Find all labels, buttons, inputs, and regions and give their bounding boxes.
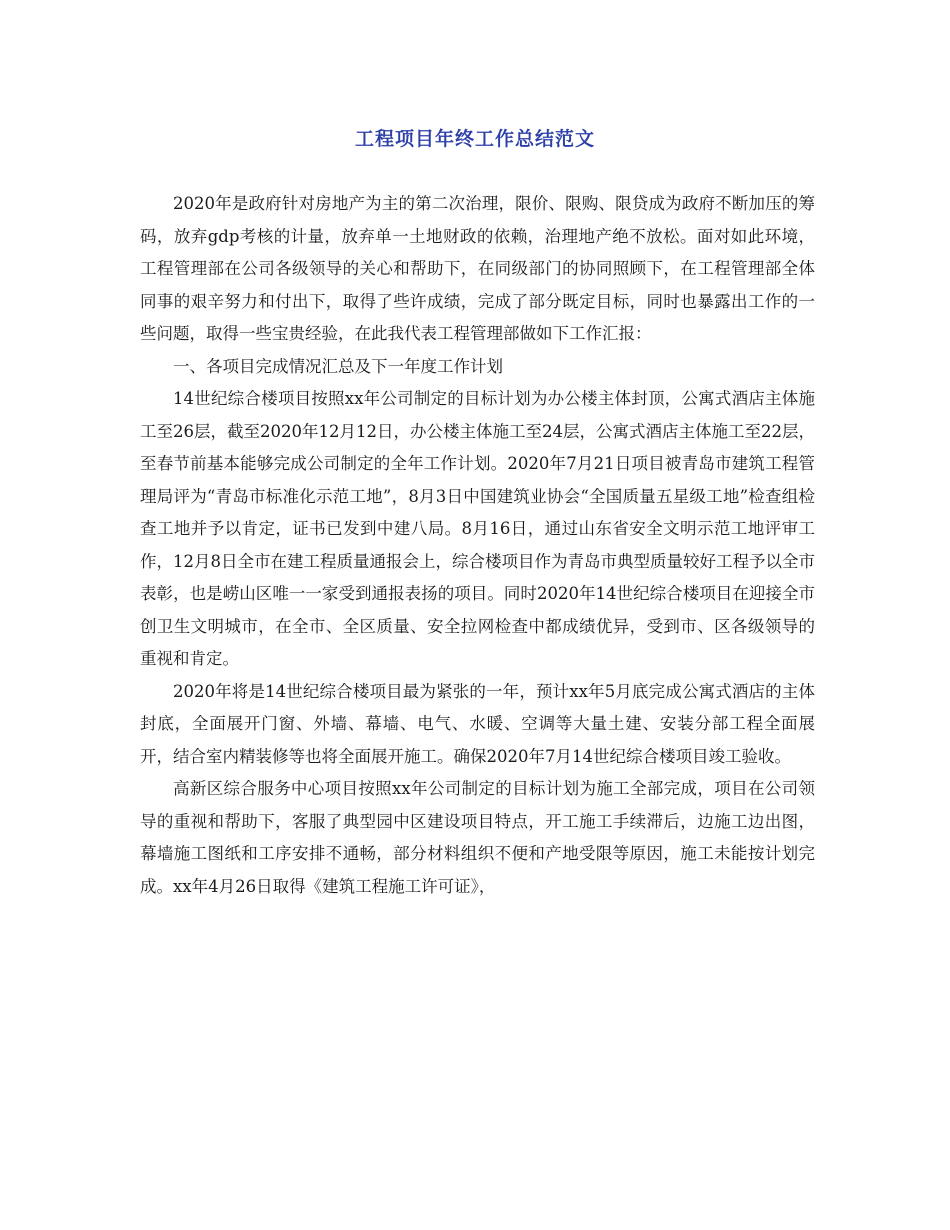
paragraph-intro: 2020年是政府针对房地产为主的第二次治理，限价、限购、限贷成为政府不断加压的筹码，放弃gdp考核的计量，放弃单一土地财政的依赖，治理地产绝不放松。面对如此环境，工程管理部在公司各级领导的关心和帮助下，在同级部门的协同照顾下，在工程管理部全体同事的艰辛努力和付出下，取得了些许成绩，完成了部分既定目标，同时也暴露出工作的一些问题，取得一些宝贵经验，在此我代表工程管理部做如下工作汇报： [140,194,815,343]
section-heading: 一、各项目完成情况汇总及下一年度工作计划 [173,356,503,376]
paragraph-plan-2020: 2020年将是14世纪综合楼项目最为紧张的一年，预计xx年5月底完成公寓式酒店的主体封底，全面展开门窗、外墙、幕墙、电气、水暖、空调等大量土建、安装分部工程全面展开，结合室内精装修等也将全面展开施工。确保2020年7月14世纪综合楼项目竣工验收。 [140,681,815,766]
paragraph-project-14th-century: 14世纪综合楼项目按照xx年公司制定的目标计划为办公楼主体封顶，公寓式酒店主体施工至26层，截至2020年12月12日，办公楼主体施工至24层，公寓式酒店主体施工至22层，至春节前基本能够完成公司制定的全年工作计划。2020年7月21日项目被青岛市建筑工程管理局评为“青岛市标准化示范工地”，8月3日中国建筑业协会“全国质量五星级工地”检查组检查工地并予以肯定，证书已发到中建八局。8月16日，通过山东省安全文明示范工地评审工作，12月8日全市在建工程质量通报会上，综合楼项目作为青岛市典型质量较好工程予以全市表彰，也是崂山区唯一一家受到通报表扬的项目。同时2020年14世纪综合楼项目在迎接全市创卫生文明城市，在全市、全区质量、安全拉网检查中都成绩优异，受到市、区各级领导的重视和肯定。 [140,389,815,668]
document-body [140,188,815,903]
paragraph-hightech-center: 高新区综合服务中心项目按照xx年公司制定的目标计划为施工全部完成，项目在公司领导的重视和帮助下，客服了典型园中区建设项目特点，开工施工手续滞后，边施工边出图，幕墙施工图纸和工序安排不通畅，部分材料组织不便和产地受限等原因，施工未能按计划完成。xx年4月26日取得《建筑工程施工许可证》， [140,779,815,896]
document-title: 工程项目年终工作总结范文 [354,128,595,150]
